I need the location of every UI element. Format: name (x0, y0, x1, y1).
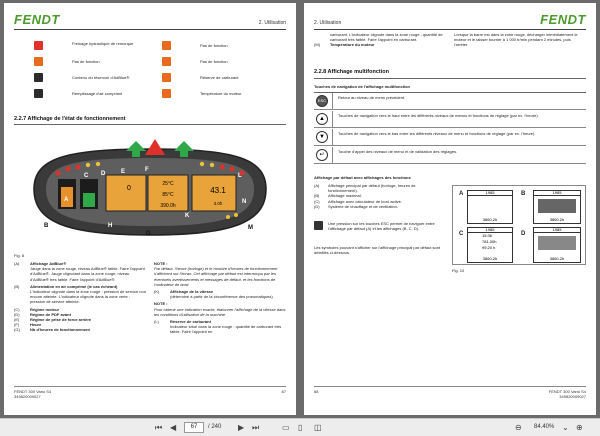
dash-label-l: L (238, 173, 242, 179)
no-function-icon (162, 41, 171, 50)
nav-up-icon: ▲ (316, 113, 328, 125)
legend-desc: Indicateur situé dans la zone rouge : quantité de carburant très faible. Faire l'appoint en (170, 324, 282, 335)
symbols-note: Les symboles pouvant s'afficher sur l'affichage principal par défaut sont détaillés ci-dessous. (314, 245, 441, 256)
screen-label: C (459, 231, 464, 237)
first-page-icon[interactable]: ⏮ (155, 423, 163, 432)
header-rule (14, 29, 286, 30)
icon-text: Pas de fonction (200, 59, 228, 64)
dash-label-e: E (121, 169, 126, 175)
fig-caption: Fig. 8 (14, 253, 25, 258)
fendt-logo: FENDT (540, 12, 586, 27)
footer-model: FENDT 300 Vario S4 349820009027 (14, 389, 52, 399)
continued-text: carburant. L'indicateur clignote dans la zone rouge : quantité de carburant très faible. Faire l'appoint en carburant. (M) Température du moteur (314, 32, 443, 48)
dash-eng-temp: 85°C (162, 192, 174, 198)
esc-key-icon: ESC (316, 95, 328, 107)
dash-label-h: H (108, 223, 113, 229)
dash-label-n: N (242, 199, 247, 205)
nav-row-text: Touches de navigation vers le bas entre les différents niveaux de menu et fonctions de réglage (par ex. l'heure). (338, 131, 536, 136)
icon-text: Pas de fonction (200, 43, 228, 48)
dashboard-figure (24, 131, 276, 249)
nav-row (314, 111, 586, 128)
screen-label: A (459, 191, 464, 197)
screen-label: D (521, 231, 526, 237)
dash-rpm: 0 (127, 185, 131, 192)
adblue-icon (34, 73, 43, 82)
screen-b: 1985 3860.2h (533, 190, 581, 224)
dash-label-c: C (84, 173, 89, 179)
legend-item: (E) Régime de prise de force arrière (14, 317, 92, 323)
legend-item: (G) Nb d'heures de fonctionnement (14, 327, 90, 333)
note-text: Pour obtenir une indication exacte, étalonner l'affichage de la vitesse dans les conditions d'utilisation de la machine. (154, 306, 286, 317)
hazard-icon (145, 139, 165, 155)
dash-label-d: D (101, 171, 106, 177)
footer-rule (314, 386, 586, 387)
dash-label-f: F (145, 167, 149, 173)
icon-text: Pas de fonction (72, 59, 100, 64)
screen-a: 1985 3860.2h (467, 190, 513, 224)
note-title: NOTE : (154, 261, 168, 266)
zoom-level: 84.40% (534, 424, 555, 430)
section-title: 2.2.8 Affichage multifonction (314, 69, 389, 75)
legend-desc: (déterminé à partir de la circonférence des pneumatiques) (170, 294, 273, 300)
legend-desc: L'indicateur clignote dans la zone rouge : pression de service non encore atteinte. L'indicateur clignote dans la zone verte : pression de service atteinte. (30, 289, 146, 305)
screen-d: 1985 3860.2h (533, 227, 581, 263)
fendt-logo: FENDT (14, 12, 60, 27)
page-input[interactable]: 67 (184, 422, 204, 433)
prev-page-icon[interactable]: ◀ (170, 423, 177, 432)
no-function-icon (162, 57, 171, 66)
section-title: 2.2.7 Affichage de l'état de fonctionnement (14, 116, 126, 122)
dash-label-k: K (185, 213, 190, 219)
nav-row (314, 93, 586, 110)
nav-row-text: Retour au niveau de menu précédent. (338, 95, 406, 100)
single-page-icon[interactable]: ▯ (298, 423, 303, 432)
screen-c: 1985 15:36 781.00h 99.20 h 3860.2h (467, 227, 513, 263)
legend-left (14, 261, 146, 333)
icon-text: Remplissage d'air comprimé (72, 91, 123, 96)
default-items: (A) Affichage principal par défaut (horloge, heures de fonctionnement). (B) Affichage maximal. (C) Affichage avec calculateur de bord activé. (D) Système de chauffage et de ventilation. (314, 183, 416, 209)
nav-row-text: Touche d'appel des niveaux de menu et de validation des réglages. (338, 149, 458, 154)
divider (314, 78, 586, 79)
next-page-icon[interactable]: ▶ (238, 423, 245, 432)
last-page-icon[interactable]: ⏭ (252, 423, 260, 432)
page-number: 87 (281, 389, 286, 394)
dash-fuel: 43.1 (210, 186, 226, 195)
zoom-out-icon[interactable]: ⊖ (515, 423, 522, 432)
dash-label-a: A (64, 197, 69, 203)
screen-label: B (521, 191, 526, 197)
default-title: Affichage par défaut avec affichages des fonctions (314, 175, 411, 180)
enter-key-icon: ↵ (316, 149, 328, 161)
section-header: 2. Utilisation (258, 20, 286, 26)
note-title: NOTE : (154, 301, 168, 307)
legend-item: (F) Heure (14, 322, 42, 328)
legend-right (154, 261, 286, 335)
legend-desc: Jauge dans la zone rouge, niveau AdBlue® faible. Faire l'appoint d'AdBlue®. Jauge clignotant dans la zone rouge, niveau d'AdBlue® très faible. Faire l'appoint d'AdBlue®. (30, 266, 145, 282)
page-number: 88 (314, 389, 319, 394)
fit-page-icon[interactable]: ▭ (282, 423, 290, 432)
page-total: / 240 (208, 424, 222, 430)
dash-label-m: M (248, 225, 253, 231)
icon-text: Réserve de carburant (200, 75, 239, 80)
esc-note: Une pression sur les touches ESC permet de naviguer entre l'affichage par défaut (A) et les affichages (B, C, D). (328, 221, 435, 232)
dash-hours: 390.0h (160, 203, 176, 209)
footer-rule (14, 386, 286, 387)
icon-text: Freinage hydraulique de remorque (72, 41, 134, 46)
legend-item: (C) Régime moteur (14, 306, 60, 312)
nav-row-text: Touches de navigation vers le haut entre les différents niveaux de menus et fonctions de réglage (par ex. l'heure). (338, 113, 539, 118)
footer-model: FENDT 300 Vario S4 349820009027 (548, 389, 586, 399)
two-page-icon[interactable]: ◫ (314, 423, 322, 432)
section-header: 2. Utilisation (314, 20, 342, 26)
legend-item: (B) Alimentation en air comprimé (le cas échéant) (14, 283, 118, 289)
fuel-reserve-icon (162, 73, 171, 82)
display-figure (452, 185, 586, 265)
header-rule (314, 29, 586, 30)
air-compressed-icon (34, 89, 43, 98)
right-page (304, 3, 596, 415)
no-function-icon (34, 57, 43, 66)
viewer-toolbar (0, 418, 600, 436)
nav-row (314, 129, 586, 146)
info-icon (314, 221, 323, 230)
zoom-dropdown-icon[interactable]: ⌄ (562, 423, 569, 432)
engine-temp-note: Lorsque la barre est dans la zone rouge, décharger immédiatement le moteur et le laisser tourner à 1 000 tr/min pendant 2 minutes, puis l'arrêter. (454, 32, 578, 48)
legend-item: (L) Réserve de carburant (154, 319, 211, 325)
nav-down-icon: ▼ (316, 131, 328, 143)
legend-item: (K) Affichage de la vitesse (154, 289, 214, 295)
note-text: Par défaut, l'heure (horloge) et le nombre d'heures de fonctionnement s'affichent sur l'écran. Cet affichage par défaut est interrompu par les éventuels avertissements et messages de défaut, et les fonctions de l'ordinateur de bord. (154, 266, 278, 287)
left-page (4, 3, 296, 415)
nav-title: Touches de navigation de l'affichage multifonction (314, 84, 410, 89)
legend-item: (D) Régime de PDF avant (14, 311, 71, 317)
icon-text: Contenu du réservoir d'AdBlue® (72, 75, 130, 80)
legend-item: (A) Affichage AdBlue® (14, 261, 67, 266)
dash-label-b: B (44, 223, 49, 229)
divider (14, 124, 286, 125)
dash-temp: 25°C (162, 181, 174, 187)
dash-label-g: G (146, 231, 151, 237)
hydraulic-brake-icon (34, 41, 43, 50)
nav-row (314, 147, 586, 164)
fig-caption: Fig. 10 (452, 268, 465, 273)
zoom-in-icon[interactable]: ⊕ (576, 423, 583, 432)
engine-temp-icon (162, 89, 171, 98)
icon-text: Température du moteur (200, 91, 242, 96)
dash-hours2: 3.0h (213, 201, 223, 206)
